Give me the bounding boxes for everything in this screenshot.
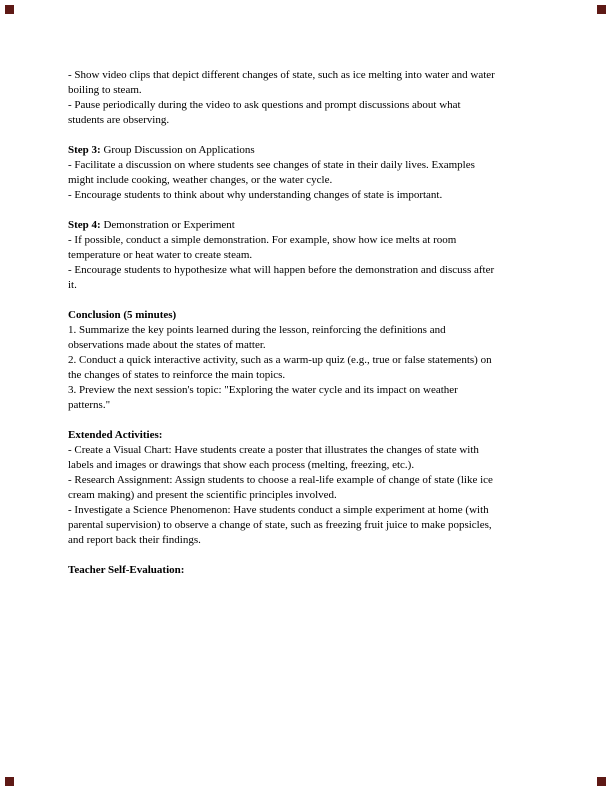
- text-line: observations made about the states of matter.: [68, 339, 266, 351]
- text-line: 2. Conduct a quick interactive activity, such as a warm-up quiz (e.g., true or false statements) on: [68, 354, 492, 366]
- text-line: Step 3: Group Discussion on Applications: [68, 144, 255, 156]
- step-4-paragraph: [68, 218, 568, 293]
- corner-marker-bottom-right: [597, 777, 606, 786]
- bold-text-run: Teacher Self-Evaluation:: [68, 564, 185, 576]
- text-line: - Research Assignment: Assign students to choose a real-life example of change of state (like ice: [68, 474, 493, 486]
- text-line: labels and images or drawings that show each process (melting, freezing, etc.).: [68, 459, 415, 471]
- text-line: boiling to steam.: [68, 84, 142, 96]
- bold-text-run: Extended Activities:: [68, 429, 163, 441]
- bold-text-run: Step 4:: [68, 219, 101, 231]
- text-line: [68, 563, 568, 578]
- extended-activities-paragraph: [68, 428, 568, 548]
- bold-text-run: Conclusion (5 minutes): [68, 309, 177, 321]
- bold-text-run: Step 3:: [68, 144, 101, 156]
- text-line: 3. Preview the next session's topic: "Exploring the water cycle and its impact on weather: [68, 384, 458, 396]
- text-line: students are observing.: [68, 114, 170, 126]
- text-line: - Encourage students to hypothesize what will happen before the demonstration and discuss after: [68, 264, 495, 276]
- corner-marker-top-right: [597, 5, 606, 14]
- text-line: 1. Summarize the key points learned during the lesson, reinforcing the definitions and: [68, 324, 446, 336]
- video-clips-paragraph: [68, 68, 568, 128]
- text-line: patterns.": [68, 399, 111, 411]
- text-line: - Create a Visual Chart: Have students create a poster that illustrates the changes of state with: [68, 444, 479, 456]
- text-line: the changes of states to reinforce the main topics.: [68, 369, 286, 381]
- text-line: - Encourage students to think about why understanding changes of state is important.: [68, 189, 443, 201]
- text-line: cream making) and present the scientific principles involved.: [68, 489, 337, 501]
- conclusion-paragraph: [68, 308, 568, 413]
- corner-marker-bottom-left: [5, 777, 14, 786]
- step-3-paragraph: [68, 143, 568, 203]
- text-line: and report back their findings.: [68, 534, 201, 546]
- text-line: parental supervision) to observe a change of state, such as freezing fruit juice to make popsicles,: [68, 519, 492, 531]
- text-line: Step 4: Demonstration or Experiment: [68, 219, 235, 231]
- text-line: - Show video clips that depict different changes of state, such as ice melting into water and water: [68, 69, 495, 81]
- document-content: [68, 68, 568, 593]
- text-line: - If possible, conduct a simple demonstration. For example, show how ice melts at room: [68, 234, 457, 246]
- text-line: temperature or heat water to create steam.: [68, 249, 253, 261]
- text-line: it.: [68, 279, 77, 291]
- teacher-self-evaluation-paragraph: [68, 563, 568, 578]
- text-line: [68, 308, 568, 323]
- text-line: might include cooking, weather changes, or the water cycle.: [68, 174, 333, 186]
- text-line: - Investigate a Science Phenomenon: Have students conduct a simple experiment at home (with: [68, 504, 489, 516]
- text-line: - Facilitate a discussion on where students see changes of state in their daily lives. Examples: [68, 159, 475, 171]
- text-line: - Pause periodically during the video to ask questions and prompt discussions about what: [68, 99, 461, 111]
- corner-marker-top-left: [5, 5, 14, 14]
- text-line: [68, 428, 568, 443]
